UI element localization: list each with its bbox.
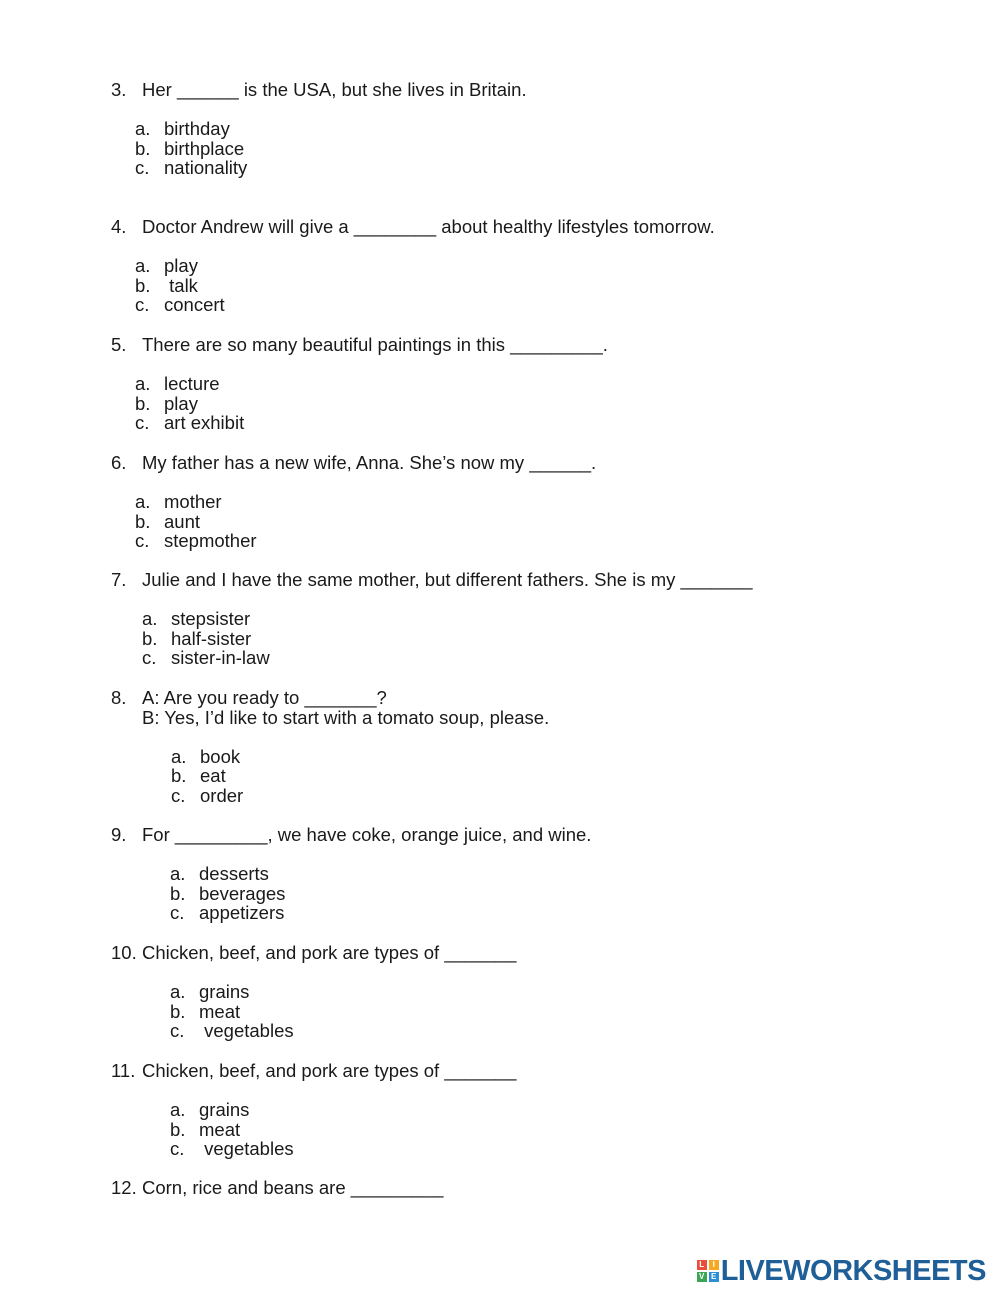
option-letter: a. [171,745,187,767]
option-text: meat [199,1000,241,1022]
question-text: A: Are you ready to _______? [142,687,387,708]
option-letter: a. [135,118,151,139]
question-text: Chicken, beef, and pork are types of _______ [142,942,517,963]
option-letter: a. [170,863,186,884]
question-text: My father has a new wife, Anna. She’s now my ______. [142,452,597,473]
option-text: meat [199,1118,241,1140]
logo-icon [697,1260,719,1282]
option-text: desserts [199,863,269,884]
option-letter: c. [135,530,150,552]
option-text: grains [199,981,250,1002]
question-text: Chicken, beef, and pork are types of _______ [142,1060,517,1081]
option-letter: b. [171,765,187,787]
option-letter: c. [135,412,150,434]
question-text: Doctor Andrew will give a ________ about healthy lifestyles tomorrow. [142,216,715,237]
logo-cell: L [697,1260,707,1270]
question-number: 3. [111,79,127,100]
option-text: nationality [164,157,248,179]
option-text: lecture [164,373,220,394]
option-letter: b. [170,882,186,904]
question-text: Julie and I have the same mother, but different fathers. She is my _______ [142,569,753,590]
question-number: 5. [111,334,127,355]
option-text: eat [200,765,226,787]
question-text: For _________, we have coke, orange juice, and wine. [142,824,592,845]
option-text: stepsister [171,608,251,629]
logo-cell: V [697,1272,707,1282]
option-letter: c. [135,157,150,179]
option-letter: b. [135,274,151,296]
question-number: 10. [111,942,137,963]
option-letter: a. [135,491,151,512]
liveworksheets-wordmark: LIVEWORKSHEETS [720,1255,986,1287]
question-number: 12. [111,1177,137,1198]
option-letter: a. [170,981,186,1002]
option-text: play [164,392,198,414]
option-text: talk [164,274,198,296]
option-text: play [164,255,198,276]
option-text: grains [199,1099,250,1120]
question-text: B: Yes, I’d like to start with a tomato soup, please. [142,706,550,728]
option-letter: c. [170,902,185,924]
option-letter: a. [135,255,151,276]
logo-cell: E [709,1272,719,1282]
option-letter: b. [142,627,158,649]
option-text: concert [164,294,225,316]
option-text: book [200,745,241,767]
question-number: 8. [111,687,127,708]
question-number: 9. [111,824,127,845]
option-text: stepmother [164,530,257,552]
option-letter: a. [135,373,151,394]
option-text: order [200,785,244,807]
option-letter: b. [135,137,151,159]
option-letter: b. [170,1118,186,1140]
question-text: There are so many beautiful paintings in this _________. [142,334,608,355]
option-text: aunt [164,510,201,532]
option-letter: c. [142,647,157,669]
option-letter: b. [170,1000,186,1022]
option-letter: a. [142,608,158,629]
option-letter: c. [135,294,150,316]
option-letter: a. [170,1099,186,1120]
option-letter: c. [171,785,186,807]
question-number: 6. [111,452,127,473]
option-text: vegetables [199,1138,294,1160]
question-text: Corn, rice and beans are _________ [142,1177,444,1198]
option-letter: b. [135,392,151,414]
option-text: birthplace [164,137,245,159]
liveworksheets-logo [697,1256,986,1286]
option-text: sister-in-law [171,647,270,669]
option-letter: b. [135,510,151,532]
question-number: 4. [111,216,127,237]
option-text: beverages [199,882,286,904]
question-number: 7. [111,569,127,590]
option-text: vegetables [199,1020,294,1042]
option-text: half-sister [171,627,252,649]
option-text: birthday [164,118,230,139]
logo-cell: I [709,1260,719,1270]
option-text: mother [164,491,222,512]
option-text: art exhibit [164,412,245,434]
option-letter: c. [170,1020,185,1042]
question-number: 11. [111,1060,136,1081]
option-letter: c. [170,1138,185,1160]
option-text: appetizers [199,902,285,924]
question-text: Her ______ is the USA, but she lives in Britain. [142,79,527,100]
